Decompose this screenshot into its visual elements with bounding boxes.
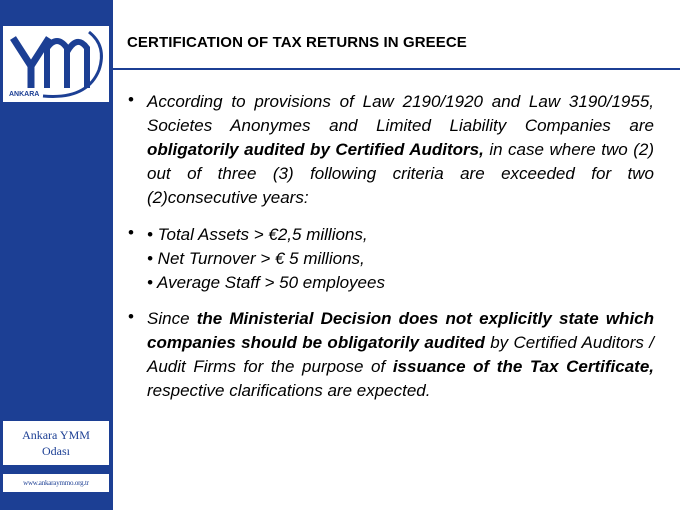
title-divider — [113, 68, 680, 70]
bullet-icon: • — [128, 307, 134, 326]
bullet-icon: • — [128, 223, 134, 242]
bullet-item — [128, 307, 654, 403]
criteria-item: • Average Staff > 50 employees — [147, 273, 385, 292]
bullet1-text-part1: According to provisions of Law 2190/1920 and Law 3190/1955, Societes Anonymes and Limited Liability Companies are — [147, 92, 654, 135]
ymm-logo-icon — [3, 26, 109, 102]
bullet3-text-part3: respective clarifications are expected. — [147, 381, 431, 400]
criteria-item: • Total Assets > €2,5 millions, — [147, 225, 368, 244]
bullet-icon: • — [128, 90, 134, 109]
logo-text: ANKARA — [9, 91, 40, 98]
org-website-link[interactable]: www.ankaraymmo.org.tr — [3, 474, 109, 492]
bullet1-text-bold: obligatorily audited by Certified Auditors, — [147, 140, 484, 159]
org-name-line1: Ankara YMM — [22, 428, 90, 442]
bullet3-text-bold1: the Ministerial Decision does not explicitly state which companies should be obligatorily audited — [147, 309, 655, 352]
bullet-text — [147, 90, 654, 210]
bullet3-text-bold2: issuance of the Tax Certificate, — [392, 357, 655, 376]
bullet3-text-part2: by Certified Auditors / Audit Firms for the purpose of — [147, 333, 654, 376]
org-name-line2: Odası — [42, 444, 70, 458]
sidebar — [0, 0, 113, 510]
org-name — [3, 421, 109, 465]
bullet-item — [128, 90, 654, 210]
criteria-list — [147, 223, 654, 295]
ymm-logo — [3, 26, 109, 102]
bullet-item — [128, 223, 654, 295]
bullet1-text-part2: in case where two (2) out of three (3) following criteria are exceeded for two (2)consecutive years: — [147, 140, 654, 207]
criteria-item: • Net Turnover > € 5 millions, — [147, 249, 365, 268]
bullet-text — [147, 307, 654, 403]
bullet3-text-part1: Since — [147, 309, 197, 328]
slide-title: CERTIFICATION OF TAX RETURNS IN GREECE — [127, 34, 467, 51]
